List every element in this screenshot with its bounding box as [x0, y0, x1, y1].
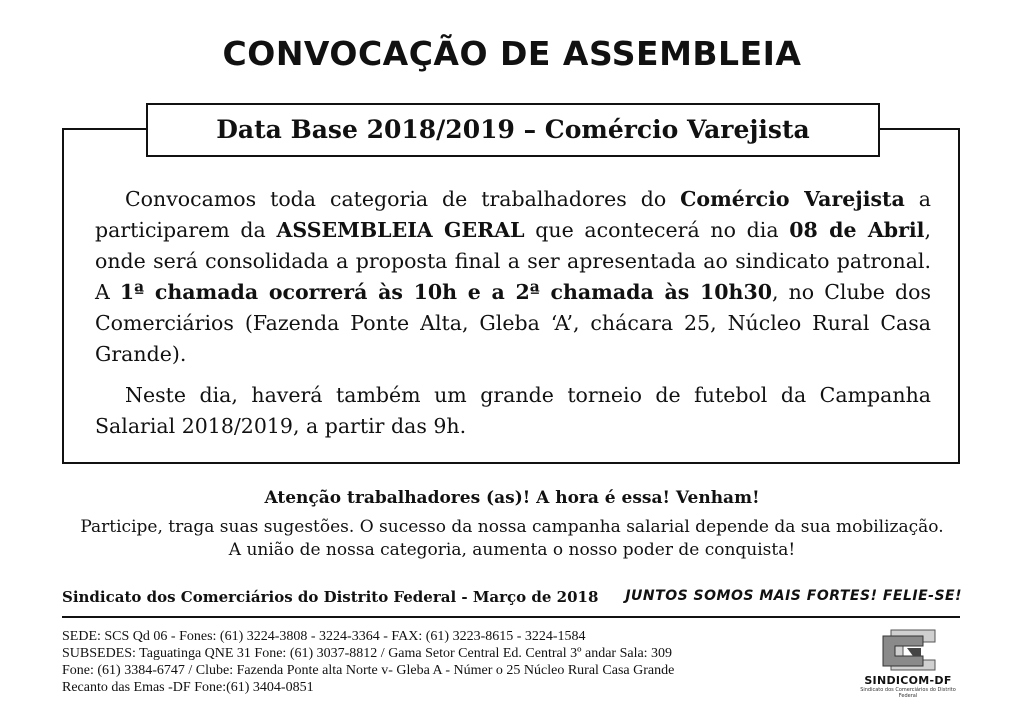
logo-name: SINDICOM-DF — [864, 674, 952, 687]
p1-text-4: , onde será consolidada a proposta final a ser apresentada ao sindicato patronal. A — [95, 218, 931, 304]
logo-subtitle: Sindicato dos Comerciários do Distrito Federal — [860, 687, 956, 699]
divider — [62, 616, 960, 618]
signature: Sindicato dos Comerciários do Distrito Federal - Março de 2018 — [62, 588, 599, 606]
participe-block — [0, 516, 1024, 562]
subtitle-box — [146, 103, 880, 157]
p1-bold-schedule: 1ª chamada ocorrerá às 10h e a 2ª chamada às 10h30 — [119, 280, 772, 304]
paragraph-convocation — [95, 184, 931, 370]
address-line: SUBSEDES: Taguatinga QNE 31 Fone: (61) 3037-8812 / Gama Setor Central Ed. Central 3º andar Sala: 309 — [62, 646, 673, 661]
subtitle: Data Base 2018/2019 – Comércio Varejista — [216, 115, 810, 144]
attention-line: Atenção trabalhadores (as)! A hora é essa! Venham! — [264, 488, 760, 508]
p1-text-5: , no Clube dos Comerciários (Fazenda Ponte Alta, Gleba ‘A’, chácara 25, Núcleo Rural Casa Grande). — [95, 280, 931, 366]
sindicom-logo — [858, 626, 958, 699]
address-line: Recanto das Emas -DF Fone:(61) 3404-0851 — [62, 680, 314, 695]
p1-text-2: a participarem da — [95, 187, 931, 242]
p1-bold-date: 08 de Abril — [789, 218, 925, 242]
paragraph-tournament: Neste dia, haverá também um grande torneio de futebol da Campanha Salarial 2018/2019, a partir das 9h. — [95, 383, 931, 438]
participe-line-2: A união de nossa categoria, aumenta o nosso poder de conquista! — [228, 540, 796, 560]
page-title: CONVOCAÇÃO DE ASSEMBLEIA — [222, 34, 802, 73]
sindicom-logo-icon — [877, 626, 939, 674]
p1-bold-assembly: ASSEMBLEIA GERAL — [276, 218, 525, 242]
p1-text-3: que acontecerá no dia — [524, 218, 790, 242]
slogan: JUNTOS SOMOS MAIS FORTES! FELIE-SE! — [625, 588, 962, 604]
address-block — [62, 628, 674, 696]
address-line: Fone: (61) 3384-6747 / Clube: Fazenda Ponte alta Norte v- Gleba A - Númer o 25 Núcleo Rural Casa Grande — [62, 663, 675, 678]
p1-text-1: Convocamos toda categoria de trabalhadores do — [125, 187, 681, 211]
address-line: SEDE: SCS Qd 06 - Fones: (61) 3224-3808 - 3224-3364 - FAX: (61) 3223-8615 - 3224-1584 — [62, 629, 586, 644]
p1-bold-sector: Comércio Varejista — [680, 187, 905, 211]
participe-line-1: Participe, traga suas sugestões. O sucesso da nossa campanha salarial depende da sua mobilização. — [80, 517, 944, 537]
body-text — [95, 184, 931, 442]
